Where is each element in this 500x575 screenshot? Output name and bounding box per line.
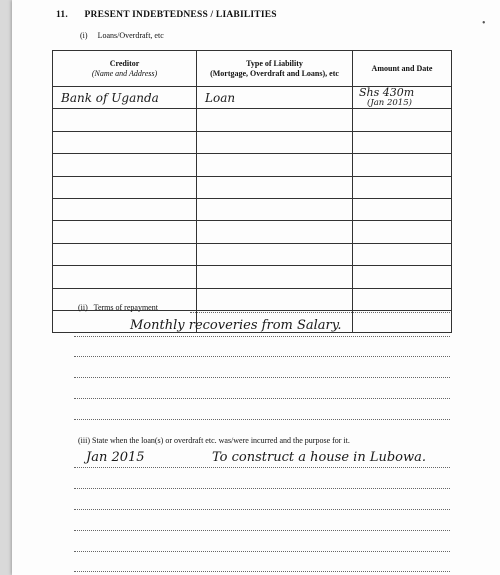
dotted-line (74, 509, 450, 510)
table-row (53, 198, 452, 220)
subsection-i-number: (i) (80, 31, 88, 40)
creditor-cell[interactable] (53, 243, 197, 265)
dotted-line (74, 419, 450, 420)
header-creditor-label: Creditor (109, 58, 140, 68)
stray-mark: • (482, 18, 486, 29)
amount-date-cell[interactable] (353, 131, 452, 153)
liability-type-cell[interactable] (197, 176, 353, 198)
amount-date-cell[interactable] (353, 243, 452, 265)
table-row (53, 266, 452, 288)
dotted-line (74, 488, 450, 489)
creditor-cell[interactable] (53, 87, 197, 109)
section-title: PRESENT INDEBTEDNESS / LIABILITIES (84, 10, 277, 20)
dotted-line (74, 398, 450, 399)
header-type-label: Type of Liability (246, 58, 303, 68)
amount-date-cell[interactable] (353, 198, 452, 220)
header-creditor (53, 51, 197, 87)
dotted-line (74, 336, 450, 337)
creditor-value: Bank of Uganda (61, 90, 159, 105)
creditor-cell[interactable] (53, 198, 197, 220)
repayment-terms-answer[interactable]: Monthly recoveries from Salary. (130, 318, 342, 333)
liability-type-cell[interactable] (197, 109, 353, 131)
header-type (197, 51, 353, 87)
amount-date-cell[interactable] (353, 87, 452, 109)
creditor-cell[interactable] (53, 109, 197, 131)
amount-date-cell[interactable] (353, 288, 452, 310)
table-row (53, 109, 452, 131)
form-page (12, 0, 500, 575)
loan-purpose-answer[interactable]: To construct a house in Lubowa. (212, 450, 426, 465)
creditor-cell[interactable] (53, 154, 197, 176)
liability-type-cell[interactable] (197, 243, 353, 265)
subsection-ii-heading (78, 303, 158, 312)
amount-value: Shs 430m (359, 86, 415, 100)
subsection-iii-heading (78, 436, 350, 445)
header-creditor-sub: (Name and Address) (91, 68, 158, 78)
liability-type-cell[interactable] (197, 266, 353, 288)
subsection-ii-number: (ii) (78, 303, 88, 312)
dotted-line (74, 530, 450, 531)
subsection-iii-number: (iii) (78, 436, 90, 445)
amount-date-cell[interactable] (353, 310, 452, 332)
liability-type-cell[interactable] (197, 154, 353, 176)
loan-date-answer[interactable]: Jan 2015 (86, 450, 145, 465)
table-row (53, 243, 452, 265)
creditor-cell[interactable] (53, 266, 197, 288)
liability-type-value: Loan (205, 90, 236, 105)
amount-date-cell[interactable] (353, 154, 452, 176)
liability-type-cell[interactable] (197, 131, 353, 153)
subsection-i-heading (80, 31, 164, 40)
amount-date-cell[interactable] (353, 176, 452, 198)
table-row (53, 176, 452, 198)
liability-type-cell[interactable] (197, 288, 353, 310)
dotted-line (74, 377, 450, 378)
dotted-line (74, 356, 450, 357)
date-value: (Jan 2015) (367, 98, 412, 109)
subsection-i-title: Loans/Overdraft, etc (97, 31, 164, 40)
section-heading (56, 10, 277, 20)
dotted-line (190, 312, 450, 313)
subsection-ii-label: Terms of repayment (93, 303, 158, 312)
table-row (53, 87, 452, 109)
dotted-line (74, 467, 450, 468)
header-amount (353, 51, 452, 87)
liabilities-table (52, 50, 452, 333)
dotted-line (74, 571, 450, 572)
amount-date-cell[interactable] (353, 221, 452, 243)
header-type-sub: (Mortgage, Overdraft and Loans), etc (210, 68, 339, 78)
creditor-cell[interactable] (53, 176, 197, 198)
liability-type-cell[interactable] (197, 87, 353, 109)
table-row (53, 221, 452, 243)
header-amount-label: Amount and Date (371, 63, 433, 73)
subsection-iii-label: State when the loan(s) or overdraft etc. was/were incurred and the purpose for it. (92, 436, 350, 445)
table-row (53, 154, 452, 176)
section-number: 11. (56, 10, 68, 20)
liability-type-cell[interactable] (197, 198, 353, 220)
amount-date-cell[interactable] (353, 109, 452, 131)
liability-type-cell[interactable] (197, 221, 353, 243)
table-row (53, 131, 452, 153)
amount-date-cell[interactable] (353, 266, 452, 288)
creditor-cell[interactable] (53, 221, 197, 243)
creditor-cell[interactable] (53, 131, 197, 153)
dotted-line (74, 551, 450, 552)
table-header-row (53, 51, 452, 87)
